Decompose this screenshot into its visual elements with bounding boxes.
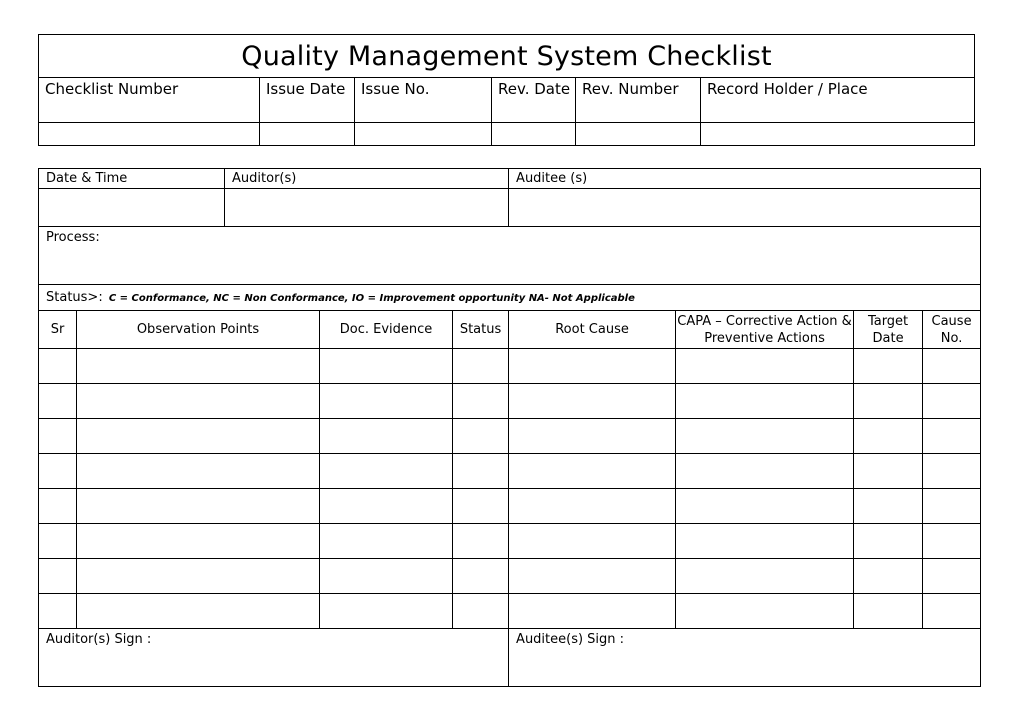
capa-cell[interactable]: [676, 489, 854, 524]
status-cell[interactable]: [453, 454, 509, 489]
observation-cell[interactable]: [77, 489, 320, 524]
auditees-label: Auditee (s): [509, 169, 981, 189]
col-root-cause: Root Cause: [509, 311, 676, 349]
root-cause-cell[interactable]: [509, 524, 676, 559]
root-cause-cell[interactable]: [509, 594, 676, 629]
status-legend-row: [39, 285, 981, 311]
checklist-table: [38, 168, 981, 687]
table-row: [39, 454, 981, 489]
root-cause-cell[interactable]: [509, 384, 676, 419]
table-row: [39, 559, 981, 594]
col-cause-no: Cause No.: [923, 311, 981, 349]
col-observation-points: Observation Points: [77, 311, 320, 349]
status-cell[interactable]: [453, 524, 509, 559]
auditees-field[interactable]: [509, 189, 981, 227]
status-prefix: Status>:: [46, 290, 103, 305]
col-doc-evidence: Doc. Evidence: [320, 311, 453, 349]
issue-date-field[interactable]: [260, 123, 355, 146]
process-field[interactable]: [39, 227, 981, 285]
target-date-cell[interactable]: [854, 419, 923, 454]
rev-number-label: Rev. Number: [576, 78, 701, 123]
table-row: [39, 384, 981, 419]
date-time-label: Date & Time: [39, 169, 225, 189]
auditee-sign-field[interactable]: [509, 629, 981, 687]
target-date-cell[interactable]: [854, 384, 923, 419]
sr-cell[interactable]: [39, 384, 77, 419]
target-date-cell[interactable]: [854, 594, 923, 629]
doc-evidence-cell[interactable]: [320, 559, 453, 594]
auditor-sign-field[interactable]: [39, 629, 509, 687]
doc-evidence-cell[interactable]: [320, 384, 453, 419]
doc-evidence-cell[interactable]: [320, 489, 453, 524]
status-cell[interactable]: [453, 419, 509, 454]
auditee-sign-label: Auditee(s) Sign :: [516, 632, 625, 647]
status-cell[interactable]: [453, 349, 509, 384]
document-title: Quality Management System Checklist: [39, 35, 975, 78]
col-status: Status: [453, 311, 509, 349]
root-cause-cell[interactable]: [509, 559, 676, 594]
sr-cell[interactable]: [39, 454, 77, 489]
cause-no-cell[interactable]: [923, 594, 981, 629]
cause-no-cell[interactable]: [923, 489, 981, 524]
col-capa: CAPA – Corrective Action & Preventive Actions: [676, 311, 854, 349]
auditor-sign-label: Auditor(s) Sign :: [46, 632, 152, 647]
status-cell[interactable]: [453, 489, 509, 524]
capa-cell[interactable]: [676, 349, 854, 384]
status-cell[interactable]: [453, 594, 509, 629]
doc-evidence-cell[interactable]: [320, 349, 453, 384]
date-time-field[interactable]: [39, 189, 225, 227]
auditors-label: Auditor(s): [225, 169, 509, 189]
cause-no-cell[interactable]: [923, 384, 981, 419]
cause-no-cell[interactable]: [923, 349, 981, 384]
target-date-cell[interactable]: [854, 524, 923, 559]
process-label: Process:: [46, 230, 100, 245]
doc-evidence-cell[interactable]: [320, 454, 453, 489]
checklist-number-field[interactable]: [39, 123, 260, 146]
capa-cell[interactable]: [676, 524, 854, 559]
observation-cell[interactable]: [77, 349, 320, 384]
issue-no-label: Issue No.: [355, 78, 492, 123]
checklist-number-label: Checklist Number: [39, 78, 260, 123]
table-row: [39, 489, 981, 524]
observation-cell[interactable]: [77, 524, 320, 559]
sr-cell[interactable]: [39, 419, 77, 454]
target-date-cell[interactable]: [854, 559, 923, 594]
cause-no-cell[interactable]: [923, 419, 981, 454]
rev-number-field[interactable]: [576, 123, 701, 146]
cause-no-cell[interactable]: [923, 454, 981, 489]
capa-cell[interactable]: [676, 419, 854, 454]
cause-no-cell[interactable]: [923, 524, 981, 559]
root-cause-cell[interactable]: [509, 454, 676, 489]
table-row: [39, 524, 981, 559]
sr-cell[interactable]: [39, 559, 77, 594]
sr-cell[interactable]: [39, 349, 77, 384]
sr-cell[interactable]: [39, 524, 77, 559]
record-holder-label: Record Holder / Place: [701, 78, 975, 123]
cause-no-cell[interactable]: [923, 559, 981, 594]
capa-cell[interactable]: [676, 384, 854, 419]
observation-cell[interactable]: [77, 559, 320, 594]
root-cause-cell[interactable]: [509, 489, 676, 524]
target-date-cell[interactable]: [854, 349, 923, 384]
sr-cell[interactable]: [39, 489, 77, 524]
record-holder-field[interactable]: [701, 123, 975, 146]
capa-cell[interactable]: [676, 594, 854, 629]
issue-no-field[interactable]: [355, 123, 492, 146]
document-header-table: [38, 34, 975, 146]
col-target-date: Target Date: [854, 311, 923, 349]
status-cell[interactable]: [453, 559, 509, 594]
capa-cell[interactable]: [676, 454, 854, 489]
rev-date-field[interactable]: [492, 123, 576, 146]
table-row: [39, 349, 981, 384]
table-row: [39, 594, 981, 629]
root-cause-cell[interactable]: [509, 349, 676, 384]
rev-date-label: Rev. Date: [492, 78, 576, 123]
doc-evidence-cell[interactable]: [320, 594, 453, 629]
observation-cell[interactable]: [77, 594, 320, 629]
status-legend: C = Conformance, NC = Non Conformance, IO = Improvement opportunity NA- Not Applicable: [108, 293, 635, 304]
auditors-field[interactable]: [225, 189, 509, 227]
table-row: [39, 419, 981, 454]
root-cause-cell[interactable]: [509, 419, 676, 454]
target-date-cell[interactable]: [854, 489, 923, 524]
issue-date-label: Issue Date: [260, 78, 355, 123]
col-sr: Sr: [39, 311, 77, 349]
observation-cell[interactable]: [77, 419, 320, 454]
doc-evidence-cell[interactable]: [320, 524, 453, 559]
capa-cell[interactable]: [676, 559, 854, 594]
sr-cell[interactable]: [39, 594, 77, 629]
status-cell[interactable]: [453, 384, 509, 419]
doc-evidence-cell[interactable]: [320, 419, 453, 454]
observation-cell[interactable]: [77, 454, 320, 489]
target-date-cell[interactable]: [854, 454, 923, 489]
observation-cell[interactable]: [77, 384, 320, 419]
